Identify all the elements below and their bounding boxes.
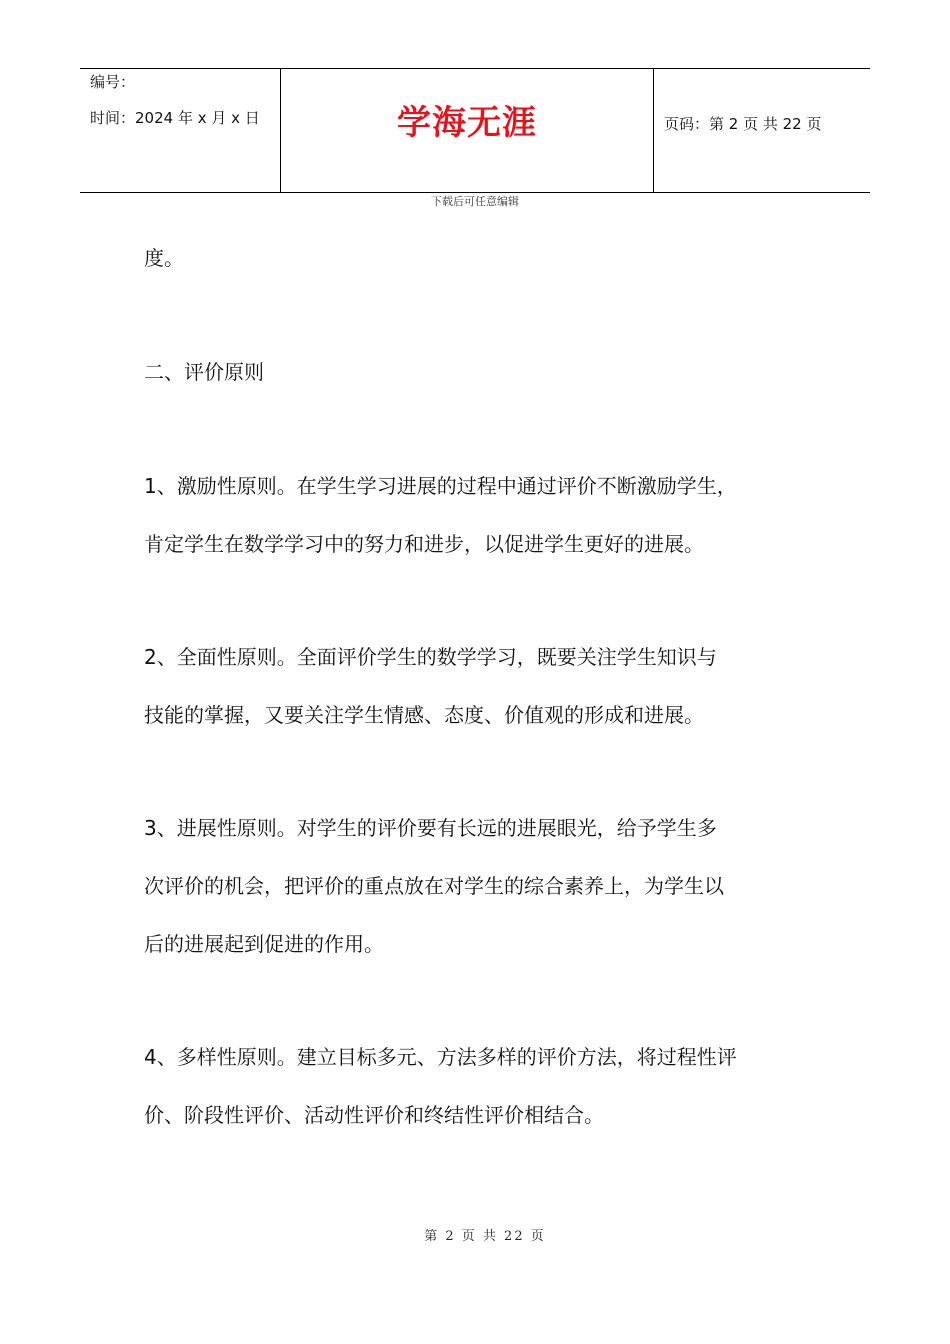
- document-time-label: 时间：2024 年 x 月 x 日: [90, 109, 260, 127]
- section-heading: 二、评价原则: [144, 360, 264, 384]
- text-line: 度。: [144, 246, 184, 270]
- brand-title: 学海无涯: [397, 103, 537, 143]
- page-footer: 第 2 页 共 22 页: [424, 1229, 546, 1244]
- paragraph-2-line-2: 技能的掌握，又要关注学生情感、态度、价值观的形成和进展。: [144, 703, 704, 727]
- paragraph-2-line-1: 2、全面性原则。全面评价学生的数学学习，既要关注学生知识与: [144, 645, 717, 669]
- paragraph-3-line-2: 次评价的机会，把评价的重点放在对学生的综合素养上，为学生以: [144, 874, 724, 898]
- header-right-cell: [654, 69, 870, 192]
- document-number-label: 编号：: [90, 73, 136, 91]
- edit-note: 下载后可任意编辑: [431, 195, 519, 208]
- paragraph-1-line-2: 肯定学生在数学学习中的努力和进步，以促进学生更好的进展。: [144, 532, 704, 556]
- paragraph-3-line-3: 后的进展起到促进的作用。: [144, 932, 384, 956]
- header-brand-cell: [281, 69, 654, 192]
- page-number-label: 页码：第 2 页 共 22 页: [664, 115, 822, 133]
- paragraph-4-line-1: 4、多样性原则。建立目标多元、方法多样的评价方法，将过程性评: [144, 1045, 737, 1069]
- document-header: [80, 68, 870, 193]
- header-left-cell: [80, 69, 281, 192]
- paragraph-1-line-1: 1、激励性原则。在学生学习进展的过程中通过评价不断激励学生，: [144, 474, 737, 498]
- paragraph-3-line-1: 3、进展性原则。对学生的评价要有长远的进展眼光，给予学生多: [144, 816, 717, 840]
- paragraph-4-line-2: 价、阶段性评价、活动性评价和终结性评价相结合。: [144, 1103, 604, 1127]
